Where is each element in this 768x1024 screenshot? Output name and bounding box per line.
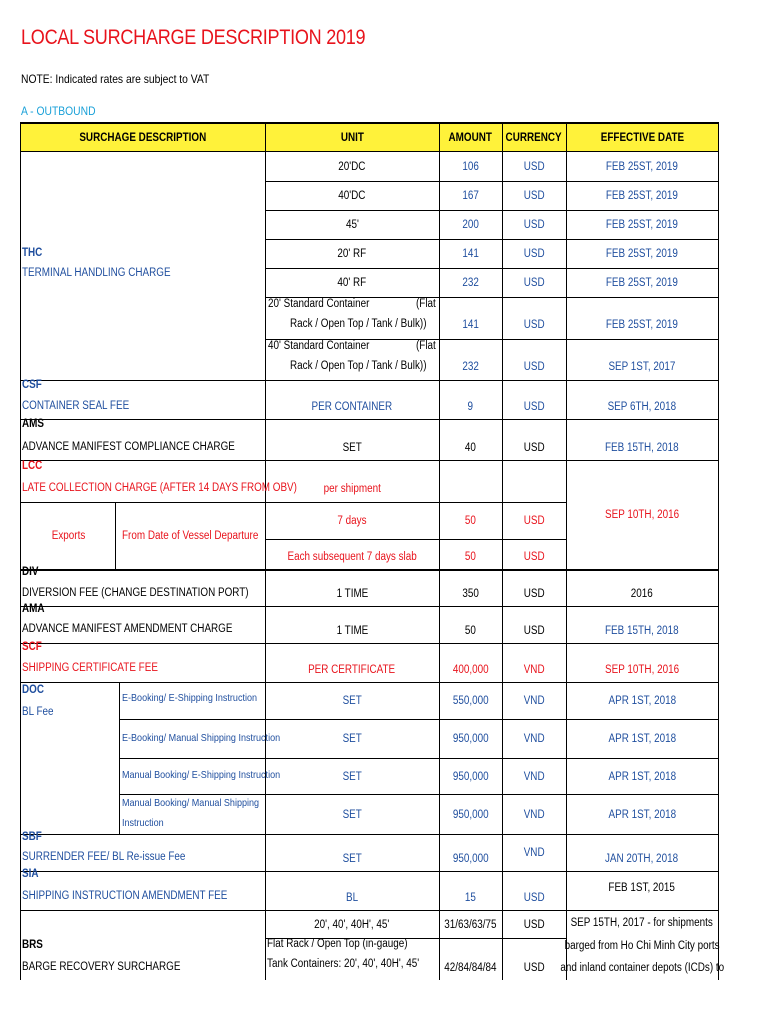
thc-code: THC [22,247,43,259]
thc-unit: 45' [345,218,359,231]
div-unit: 1 TIME [336,588,368,600]
div-code: DIV [22,566,39,578]
thc-unit-line: 40' Standard Container [268,340,370,352]
thc-date: FEB 25ST, 2019 [605,276,679,289]
scf-unit: PER CERTIFICATE [308,663,396,676]
sia-currency: USD [523,891,545,904]
thc-unit: 20'DC [338,160,366,173]
thc-currency: USD [523,276,545,289]
thc-date: FEB 25ST, 2019 [605,218,679,231]
thc-currency: USD [523,247,545,260]
sia-amount: 15 [464,891,476,904]
csf-name: CONTAINER SEAL FEE [22,400,130,412]
thc-unit-line: Rack / Open Top / Tank / Bulk)) [290,360,427,372]
csf-unit: PER CONTAINER [311,400,393,413]
csf-date: SEP 6TH, 2018 [607,400,677,413]
sbf-currency: VND [523,847,545,859]
lcc-code: LCC [22,460,43,472]
brs-unit-line: Flat Rack / Open Top (in-gauge) [267,938,408,950]
thc-unit: 40'DC [338,189,366,202]
sbf-amount: 950,000 [452,853,489,865]
thc-date: SEP 1ST, 2017 [608,360,676,373]
thc-amount: 141 [462,319,479,331]
doc-type: Instruction [122,817,164,829]
thc-unit-line: (Flat [416,340,436,352]
thc-unit-line: (Flat [416,298,436,310]
scf-date: SEP 10TH, 2016 [604,663,680,676]
lcc-currency: USD [523,551,545,563]
brs-name: BARGE RECOVERY SURCHARGE [22,961,181,973]
thc-unit-line: Rack / Open Top / Tank / Bulk)) [290,318,427,330]
thc-amount: 106 [462,160,479,173]
doc-date: APR 1ST, 2018 [608,733,676,745]
header-currency: CURRENCY [502,123,566,152]
lcc-name: LATE COLLECTION CHARGE (AFTER 14 DAYS FROM OBV) [22,482,297,494]
thc-unit: 40' RF [337,276,367,289]
lcc-unit: per shipment [323,483,381,495]
ams-date: FEB 15TH, 2018 [605,441,679,454]
doc-type: Manual Booking/ Manual Shipping [122,797,260,809]
div-name: DIVERSION FEE (CHANGE DESTINATION PORT) [22,587,249,599]
header-effective-date: EFFECTIVE DATE [566,123,718,152]
csf-code: CSF [22,379,42,391]
ama-code: AMA [22,603,45,615]
doc-currency: VND [523,808,545,821]
doc-type: E-Booking/ Manual Shipping Instruction [122,732,281,744]
lcc-exports-label: Exports [51,530,85,542]
doc-date: APR 1ST, 2018 [608,695,676,707]
thc-amount: 232 [462,276,479,289]
ama-currency: USD [523,625,545,637]
lcc-unit-7days: 7 days [337,515,367,527]
doc-type: E-Booking/ E-Shipping Instruction [122,692,258,704]
ams-code: AMS [22,418,44,430]
thc-currency: USD [523,360,545,373]
doc-unit: SET [342,770,362,783]
thc-date: FEB 25ST, 2019 [605,189,679,202]
doc-name: BL Fee [22,706,54,718]
sia-date: FEB 1ST, 2015 [608,882,676,894]
header-description: SURCHAGE DESCRIPTION [21,123,265,152]
thc-currency: USD [523,319,545,331]
vat-note: NOTE: Indicated rates are subject to VAT [21,72,210,86]
page-title: LOCAL SURCHARGE DESCRIPTION 2019 [21,26,366,49]
header-amount: AMOUNT [439,123,502,152]
thc-date: FEB 25ST, 2019 [605,319,679,331]
ams-amount: 40 [464,441,476,454]
doc-amount: 550,000 [452,695,489,707]
thc-name: TERMINAL HANDLING CHARGE [22,267,171,279]
thc-date: FEB 25ST, 2019 [605,160,679,173]
lcc-from-label: From Date of Vessel Departure [122,530,259,542]
thc-unit: 20' RF [337,247,367,260]
thc-amount: 232 [462,360,479,373]
thc-amount: 200 [462,218,479,231]
brs-currency: USD [523,918,545,931]
thc-unit-line: 20' Standard Container [268,298,370,310]
lcc-unit-subsequent: Each subsequent 7 days slab [287,551,417,563]
thc-date: FEB 25ST, 2019 [605,247,679,260]
scf-currency: VND [523,663,545,676]
div-amount: 350 [462,588,479,600]
brs-amount: 42/84/84/84 [444,962,497,974]
sbf-date: JAN 20TH, 2018 [605,853,679,865]
sbf-code: SBF [22,831,42,843]
ams-unit: SET [342,441,362,454]
thc-currency: USD [523,160,545,173]
csf-currency: USD [523,400,545,413]
doc-amount: 950,000 [452,733,489,745]
doc-code: DOC [22,684,44,696]
doc-date: APR 1ST, 2018 [608,808,676,821]
doc-amount: 950,000 [452,808,489,821]
scf-amount: 400,000 [452,663,489,676]
ama-name: ADVANCE MANIFEST AMENDMENT CHARGE [22,623,233,635]
doc-currency: VND [523,695,545,707]
scf-code: SCF [22,641,42,653]
thc-amount: 167 [462,189,479,202]
div-currency: USD [523,588,545,600]
scf-name: SHIPPING CERTIFICATE FEE [22,662,158,674]
brs-amount: 31/63/63/75 [444,918,497,931]
doc-date: APR 1ST, 2018 [608,770,676,783]
doc-type: Manual Booking/ E-Shipping Instruction [122,769,281,781]
thc-currency: USD [523,218,545,231]
sbf-name: SURRENDER FEE/ BL Re-issue Fee [22,851,186,863]
sbf-unit: SET [342,853,362,865]
sia-unit: BL [345,891,359,904]
lcc-currency: USD [523,515,545,527]
sia-name: SHIPPING INSTRUCTION AMENDMENT FEE [22,890,228,902]
lcc-amount: 50 [464,551,476,563]
brs-currency: USD [523,962,545,974]
brs-date-line: and inland container depots (ICDs) to [560,962,724,974]
ams-name: ADVANCE MANIFEST COMPLIANCE CHARGE [22,441,235,453]
lcc-amount: 50 [464,515,476,527]
doc-unit: SET [342,808,362,821]
sia-code: SIA [22,868,39,880]
csf-amount: 9 [467,400,474,413]
header-unit: UNIT [265,123,439,152]
ama-unit: 1 TIME [336,625,368,637]
thc-currency: USD [523,189,545,202]
thc-amount: 141 [462,247,479,260]
doc-currency: VND [523,770,545,783]
brs-date-line: SEP 15TH, 2017 - for shipments [570,917,714,929]
brs-code: BRS [22,939,43,951]
doc-unit: SET [342,733,362,745]
brs-date-line: barged from Ho Chi Minh City ports [564,940,720,952]
ama-date: FEB 15TH, 2018 [605,625,679,637]
lcc-date: SEP 10TH, 2016 [604,509,680,521]
brs-unit-line: Tank Containers: 20', 40', 40H', 45' [267,958,420,970]
div-date: 2016 [630,588,654,600]
ama-amount: 50 [464,625,476,637]
doc-currency: VND [523,733,545,745]
brs-unit: 20', 40', 40H', 45' [314,918,390,931]
doc-unit: SET [342,695,362,707]
ams-currency: USD [523,441,545,454]
doc-amount: 950,000 [452,770,489,783]
section-outbound: A - OUTBOUND [21,104,96,118]
